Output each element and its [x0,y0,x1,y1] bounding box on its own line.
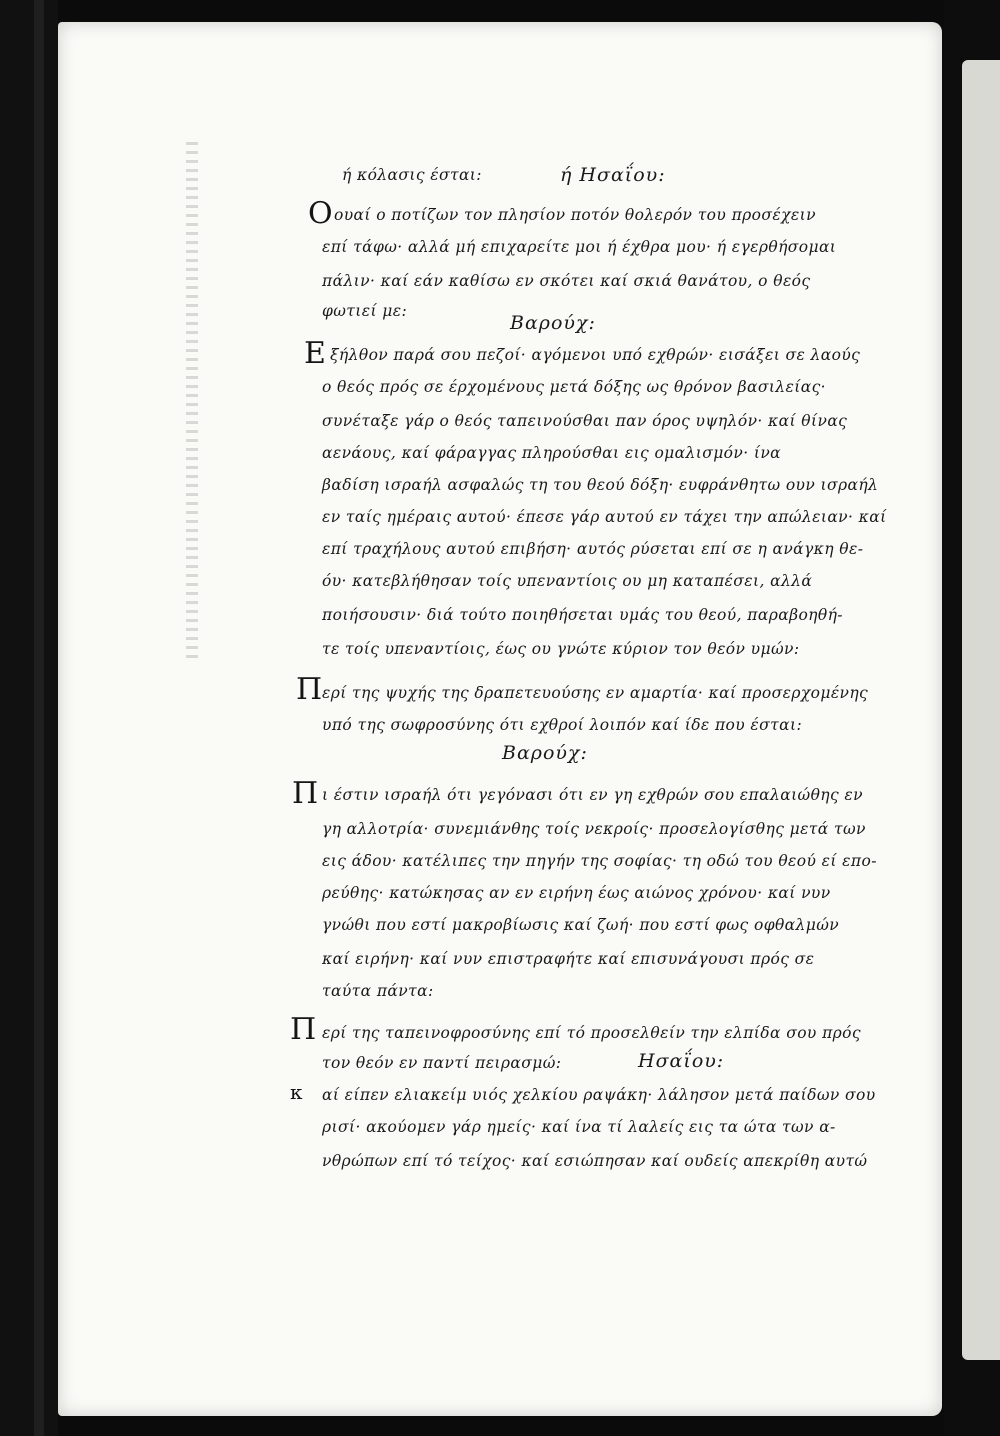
text-line: ερί της ταπεινοφροσύνης επί τό προσελθείν την ελπίδα σου πρός [322,1024,861,1042]
text-line: γνώθι που εστί μακροβίωσις καί ζωή· που εστί φως οφθαλμών [322,916,840,934]
text-line: αί είπεν ελιακείμ υιός χελκίου ραψάκη· λάλησον μετά παίδων σου [322,1086,876,1104]
facing-page [962,60,1000,1360]
text-line: πάλιν· καί εάν καθίσω εν σκότει καί σκιά θανάτου, ο θεός [322,272,811,290]
text-line: ερί της ψυχής της δραπετευούσης εν αμαρτία· καί προσερχομένης [322,684,869,702]
source-heading: Ησαΐου: [638,1050,725,1072]
text-line: ο θεός πρός σε έρχομένους μετά δόξης ως θρόνον βασιλείας· [322,378,827,396]
text-line: επί τάφω· αλλά μή επιχαρείτε μοι ή έχθρα μου· ή εγερθήσομαι [322,238,837,256]
book-binding [0,0,58,1436]
initial-letter: Ο [308,196,333,231]
text-line: ουαί ο ποτίζων τον πλησίον ποτόν θολερόν του προσέχειν [334,206,816,224]
text-line: ρεύθης· κατώκησας αν εν ειρήνη έως αιώνος χρόνου· καί νυν [322,884,831,902]
text-line: ταύτα πάντα: [322,982,434,1000]
text-line: φωτιεί με: [322,302,408,320]
initial-letter: Π [296,672,323,707]
text-line: τον θεόν εν παντί πειρασμώ: [322,1054,562,1072]
initial-letter: Ε [304,336,326,371]
text-line: εις άδου· κατέλιπες την πηγήν της σοφίας· τη οδώ του θεού εί επο- [322,852,877,870]
heading-line: ή κόλασις έσται: [342,166,482,184]
source-heading: ή Ησαΐου: [560,164,666,186]
text-line: καί ειρήνη· καί νυν επιστραφήτε καί επισυνάγουσι πρός σε [322,950,815,968]
text-line: επί τραχήλους αυτού επιβήση· αυτός ρύσεται επί σε η ανάγκη θε- [322,540,864,558]
text-line: εν ταίς ημέραις αυτού· έπεσε γάρ αυτού εν τάχει την απώλειαν· καί [322,508,887,526]
text-line: γη αλλοτρία· συνεμιάνθης τοίς νεκροίς· προσελογίσθης μετά των [322,820,866,838]
text-line: ξήλθον παρά σου πεζοί· αγόμενοι υπό εχθρών· εισάξει σε λαούς [330,346,861,364]
text-line: ι έστιν ισραήλ ότι γεγόνασι ότι εν γη εχθρών σου επαλαιώθης εν [322,786,863,804]
text-line: αενάους, καί φάραγγας πληρούσθαι εις ομαλισμόν· ίνα [322,444,782,462]
text-line: όυ· κατεβλήθησαν τοίς υπεναντίοις ου μη καταπέσει, αλλά [322,572,813,590]
initial-letter: Π [290,1012,317,1047]
text-line: υπό της σωφροσύνης ότι εχθροί λοιπόν καί ίδε που έσται: [322,716,803,734]
text-line: νθρώπων επί τό τείχος· καί εσιώπησαν καί ουδείς απεκρίθη αυτώ [322,1152,868,1170]
source-heading: Βαρούχ: [510,312,596,334]
initial-letter: κ [290,1080,303,1104]
initial-letter: Π [292,776,319,811]
text-line: τε τοίς υπεναντίοις, έως ου γνώτε κύριον τον θεόν υμών: [322,640,800,658]
text-line: βαδίση ισραήλ ασφαλώς τη του θεού δόξη· ευφράνθητω ουν ισραήλ [322,476,879,494]
text-line: συνέταξε γάρ ο θεός ταπεινούσθαι παν όρος υψηλόν· καί θίνας [322,412,848,430]
text-line: ποιήσουσιν· διά τούτο ποιηθήσεται υμάς του θεού, παραβοηθή- [322,606,843,624]
source-heading: Βαρούχ: [502,742,588,764]
ink-bleed-through [186,142,198,662]
text-line: ρισί· ακούομεν γάρ ημείς· καί ίνα τί λαλείς εις τα ώτα των α- [322,1118,836,1136]
